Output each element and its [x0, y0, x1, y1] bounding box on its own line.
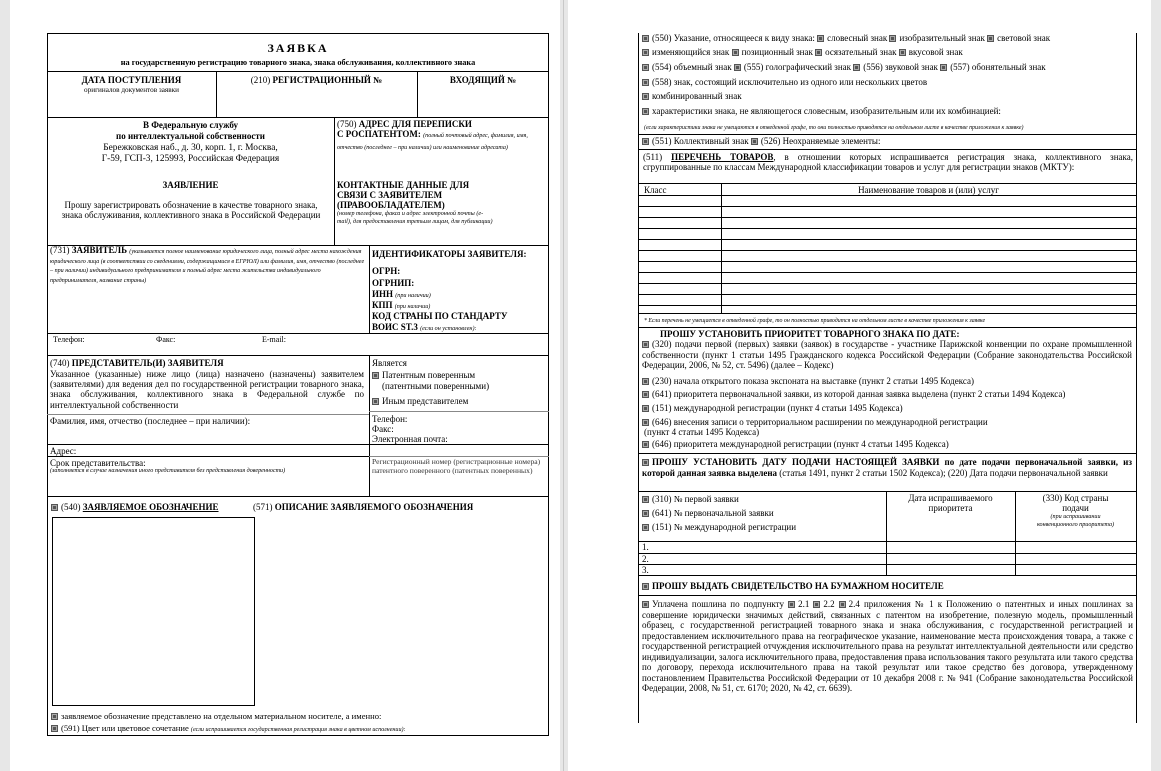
country-code-header: (330) Код страны — [1042, 493, 1109, 503]
checkbox-icon[interactable] — [642, 138, 649, 145]
checkbox-icon[interactable] — [788, 601, 795, 608]
ogrnip-label: ОГРНИП: — [372, 278, 415, 288]
representation-term-label: Срок представительства: — [50, 458, 146, 468]
checkbox-icon[interactable] — [899, 49, 906, 56]
checkbox-icon[interactable] — [642, 64, 649, 71]
goods-table-row-line — [638, 228, 1136, 229]
checkbox-icon — [372, 372, 379, 379]
goods-table-row-line — [638, 250, 1136, 251]
incoming-number-heading: ВХОДЯЩИЙ № — [449, 75, 517, 85]
patent-attorney-option-2: (патентными поверенными) — [382, 381, 490, 391]
contact-heading-2: СВЯЗИ С ЗАЯВИТЕЛЕМ — [337, 190, 443, 200]
color-option[interactable]: (591) Цвет или цветовое сочетание (если испрашивается государственная регистрация знака в цветном исполнении): — [51, 723, 406, 735]
country-code-header-2: подачи — [1062, 503, 1089, 513]
is-label: Является — [372, 358, 407, 368]
characteristics-note: (если характеристики знака не умещаются в отведенной графе, то они полностью приводятся на отдельном листе в качестве приложения к заявке) — [644, 125, 1024, 131]
rep-address-label: Адрес: — [50, 446, 77, 456]
initial-application-number[interactable]: (641) № первоначальной заявки — [642, 508, 774, 518]
checkbox-icon — [642, 524, 649, 531]
checkbox-icon — [642, 405, 649, 412]
statement-text: Прошу зарегистрировать обозначение в качестве товарного знака, знака обслуживания, коллективного знака в Российской Федерации — [61, 200, 321, 221]
checkbox-icon — [642, 391, 649, 398]
checkbox-icon — [642, 108, 649, 115]
fips-name-2: по интеллектуальной собственности — [116, 131, 265, 141]
fax-label: Факс: — [156, 335, 176, 344]
contact-sub: (номер телефона, факса и адрес электронной почты (e-mail), для предоставления третьим лицам, для публикации) — [337, 211, 493, 225]
priority-230[interactable]: (230) начала открытого показа экспоната на выставке (пункт 2 статьи 1495 Кодекса) — [642, 376, 974, 386]
checkbox-icon — [642, 419, 649, 426]
checkbox-icon — [51, 725, 58, 732]
representative-heading: (740) ПРЕДСТАВИТЕЛЬ(И) ЗАЯВИТЕЛЯ — [50, 358, 224, 368]
goods-table-row-line — [638, 305, 1136, 306]
checkbox-icon[interactable] — [889, 35, 896, 42]
priority-320[interactable]: (320) подачи первой (первых) заявки (заявок) в государстве - участнике Парижской конвенции по охране промышленной собственности (пункт 1 статьи 1495 Гражданского кодекса Российской Федерации (Собрание законодательства Российской Федерации, 2006, № 52, ст. 5496) (далее – Кодекс) — [642, 339, 1132, 370]
checkbox-icon — [642, 510, 649, 517]
checkbox-icon[interactable] — [817, 35, 824, 42]
checkbox-icon[interactable] — [732, 49, 739, 56]
checkbox-icon[interactable] — [813, 601, 820, 608]
correspondence-address-heading: (750) АДРЕС ДЛЯ ПЕРЕПИСКИ — [337, 119, 472, 129]
checkbox-icon — [51, 713, 58, 720]
international-reg-number[interactable]: (151) № международной регистрации — [642, 522, 796, 532]
goods-class-header: Класс — [644, 185, 667, 195]
mark-type-line-1: (550) Указание, относящееся к виду знака: словесный знак изобразительный знак световой знак — [642, 33, 1050, 43]
mark-type-line-3: (554) объемный знак (555) голографический знак (556) звуковой знак (557) обонятельный знак — [642, 62, 1046, 72]
priority-heading: ПРОШУ УСТАНОВИТЬ ПРИОРИТЕТ ТОВАРНОГО ЗНАКА ПО ДАТЕ: — [660, 329, 960, 339]
checkbox-icon[interactable] — [815, 49, 822, 56]
correspondence-address-sub: С РОСПАТЕНТОМ: (полный почтовый адрес, фамилия, имя, отчество (последнее – при наличии) или наименование адресата) — [337, 129, 528, 151]
checkbox-icon — [372, 398, 379, 405]
patent-attorney-option[interactable]: Патентным поверенным — [372, 370, 475, 380]
priority-date-header: Дата испрашиваемого приоритета — [908, 493, 993, 514]
other-representative-option[interactable]: Иным представителем — [372, 396, 468, 406]
representation-term-sub: (заполняется в случае назначения иного представителя без представления доверенности) — [50, 468, 286, 474]
goods-table-row-line — [638, 294, 1136, 295]
checkbox-icon — [642, 459, 649, 466]
checkbox-icon — [51, 504, 58, 511]
designation-description-heading: (571) ОПИСАНИЕ ЗАЯВЛЯЕМОГО ОБОЗНАЧЕНИЯ — [253, 502, 474, 512]
checkbox-icon[interactable] — [987, 35, 994, 42]
goods-note: * Если перечень не умещается в отведенной графе, то он полностью приводится на отдельном листе в качестве приложения к заявке — [644, 318, 986, 324]
checkbox-icon — [642, 93, 649, 100]
rep-fax-label: Факс: — [372, 424, 394, 434]
registration-number-heading: (210) РЕГИСТРАЦИОННЫЙ № — [250, 75, 383, 85]
priority-646a[interactable]: (646) внесения записи о территориальном расширении по международной регистрации — [642, 417, 988, 427]
fips-address-1: Бережковская наб., д. 30, корп. 1, г. Москва, — [103, 143, 278, 153]
priority-row-1[interactable]: 1. — [642, 542, 649, 552]
goods-table-row-line — [638, 239, 1136, 240]
priority-646b[interactable]: (646) приоритета международной регистрации (пункт 4 статьи 1495 Кодекса) — [642, 439, 949, 449]
checkbox-icon[interactable] — [940, 64, 947, 71]
checkbox-icon — [642, 341, 649, 348]
applicant-block: (731) ЗАЯВИТЕЛЬ (указывается полное наименование юридического лица, полный адрес места нахождения юридического лица (в соответствии со сведениями, содержащимися в ЕГРЮЛ) или фамилия, имя, отчество (последнее – при наличии) индивидуального предпринимателя и полный адрес места жительства индивидуального предпринимателя, название страны) — [50, 245, 365, 284]
priority-641[interactable]: (641) приоритета первоначальной заявки, из которой данная заявка выделена (пункт 2 статьи 1494 Кодекса) — [642, 389, 1065, 399]
goods-table-row-line — [638, 261, 1136, 262]
form-subtitle: на государственную регистрацию товарного знака, знака обслуживания, коллективного знака — [120, 58, 476, 67]
checkbox-icon — [642, 496, 649, 503]
goods-list-heading: (511) ПЕРЕЧЕНЬ ТОВАРОВ, в отношении которых испрашивается регистрация знака, коллективного знака, сгруппированные по классам Международной классификации товаров и услуг для регистрации знаков (МКТУ): — [643, 152, 1133, 173]
contact-heading-3: (ПРАВООБЛАДАТЕЛЕМ) — [337, 200, 445, 210]
receipt-date-heading: ДАТА ПОСТУПЛЕНИЯ — [81, 75, 182, 85]
country-code-label-1: КОД СТРАНЫ ПО СТАНДАРТУ — [372, 311, 508, 321]
priority-151[interactable]: (151) международной регистрации (пункт 4 статьи 1495 Кодекса) — [642, 403, 903, 413]
attorney-regnum-label: Регистрационный номер (регистрационные номера) патентного поверенного (патентных поверенных) — [372, 457, 541, 475]
checkbox-icon[interactable] — [734, 64, 741, 71]
goods-table-row-line — [638, 206, 1136, 207]
application-page-2 — [568, 0, 1151, 771]
checkbox-icon — [642, 378, 649, 385]
mark-type-558[interactable]: (558) знак, состоящий исключительно из одного или нескольких цветов — [642, 77, 927, 87]
contact-heading-1: КОНТАКТНЫЕ ДАННЫЕ ДЛЯ — [337, 180, 470, 190]
collective-mark-line: (551) Коллективный знак (526) Неохраняемые элементы: — [642, 136, 880, 146]
filing-date-heading[interactable]: ПРОШУ УСТАНОВИТЬ ДАТУ ПОДАЧИ НАСТОЯЩЕЙ ЗАЯВКИ по дате подачи первоначальной заявки, из которой данная заявка выделена (статья 1491, пункт 2 статьи 1502 Кодекса); (220) Дата подачи первоначальной заявки — [642, 457, 1132, 478]
receipt-date-sub: оригиналов документов заявки — [84, 86, 179, 94]
checkbox-icon[interactable] — [642, 601, 649, 608]
checkbox-icon[interactable] — [751, 138, 758, 145]
claimed-designation-heading: (540) ЗАЯВЛЯЕМОЕ ОБОЗНАЧЕНИЕ — [51, 502, 219, 512]
fips-name-1: В Федеральную службу — [142, 120, 239, 130]
checkbox-icon[interactable] — [642, 49, 649, 56]
inn-label: ИНН (при наличии) — [372, 289, 431, 299]
applicant-identifiers-heading: ИДЕНТИФИКАТОРЫ ЗАЯВИТЕЛЯ: — [372, 249, 527, 259]
fips-address-2: Г-59, ГСП-3, 125993, Российская Федерация — [101, 154, 280, 164]
rep-email-label: Электронная почта: — [372, 434, 448, 444]
country-code-label-2: ВОИС ST.3 (если он установлен): — [372, 322, 477, 332]
statement-heading: ЗАЯВЛЕНИЕ — [162, 180, 219, 190]
goods-name-header: Наименование товаров и (или) услуг — [858, 185, 999, 195]
mark-characteristics[interactable]: характеристики знака, не являющегося словесным, изобразительным или их комбинацией: — [642, 106, 1001, 116]
form-title: ЗАЯВКА — [267, 41, 329, 55]
priority-row-3[interactable]: 3. — [642, 565, 649, 575]
ogrn-label: ОГРН: — [372, 266, 401, 276]
designation-image-box[interactable] — [52, 517, 255, 706]
paper-certificate-option[interactable]: ПРОШУ ВЫДАТЬ СВИДЕТЕЛЬСТВО НА БУМАЖНОМ НОСИТЕЛЕ — [642, 581, 944, 591]
country-code-sub: (при испрашивании конвенционного приоритета) — [1036, 514, 1115, 528]
goods-table-row-line — [638, 283, 1136, 284]
goods-table-row-line — [638, 313, 1136, 314]
representative-fio: Фамилия, имя, отчество (последнее – при наличии): — [50, 416, 251, 426]
email-label: E-mail: — [262, 335, 286, 344]
priority-646a-2: (пункт 4 статьи 1495 Кодекса) — [644, 427, 760, 437]
checkbox-icon — [642, 35, 649, 42]
checkbox-icon[interactable] — [853, 64, 860, 71]
phone-label: Телефон: — [53, 335, 85, 344]
fee-paid-text: Уплачена пошлина по подпункту 2.1 2.2 2.4 приложения № 1 к Положению о патентных и иных пошлинах за совершение юридически значимых действий, связанных с патентом на изобретение, полезную модель, промышленный образец, с государственной регистрацией товарного знака и знака обслуживания, с государственной регистрацией и предоставлением исключительного права на географическое указание, наименование места происхождения товара, а также с государственной регистрацией отчуждения исключительного права на результат интеллектуальной деятельности или средство индивидуализации, залога исключительного права, предоставления права использования такого результата или такого средства по договору, перехода исключительного права на такой результат или такое средство без договора, утвержденному постановлением Правительства Российской Федерации от 10 декабря 2008 г. № 941 (Собрание законодательства Российской Федерации, 2008, № 51, ст. 6170; 2020, № 42, ст. 6639). — [642, 599, 1134, 693]
kpp-label: КПП (при наличии) — [372, 300, 431, 310]
first-application-number[interactable]: (310) № первой заявки — [642, 494, 739, 504]
representative-text: Указанное (указанные) ниже лицо (лица) назначено (назначены) заявителем (заявителями) для ведения дел по государственной регистрации товарного знака, знака обслуживания, коллективного знака в Федеральной службе по интеллектуальной собственности — [50, 369, 364, 410]
rep-phone-label: Телефон: — [372, 414, 408, 424]
goods-table-row-line — [638, 272, 1136, 273]
application-page-1 — [10, 0, 560, 771]
checkbox-icon — [642, 441, 649, 448]
checkbox-icon — [642, 79, 649, 86]
separate-medium-option[interactable]: заявляемое обозначение представлено на отдельном материальном носителе, а именно: — [51, 711, 381, 721]
goods-table-row-line — [638, 195, 1136, 196]
mark-type-line-2: изменяющийся знак позиционный знак осязательный знак вкусовой знак — [642, 47, 963, 57]
checkbox-icon[interactable] — [839, 601, 846, 608]
priority-row-2[interactable]: 2. — [642, 554, 649, 564]
checkbox-icon — [642, 583, 649, 590]
goods-table-row-line — [638, 217, 1136, 218]
mark-type-combined[interactable]: комбинированный знак — [642, 91, 742, 101]
